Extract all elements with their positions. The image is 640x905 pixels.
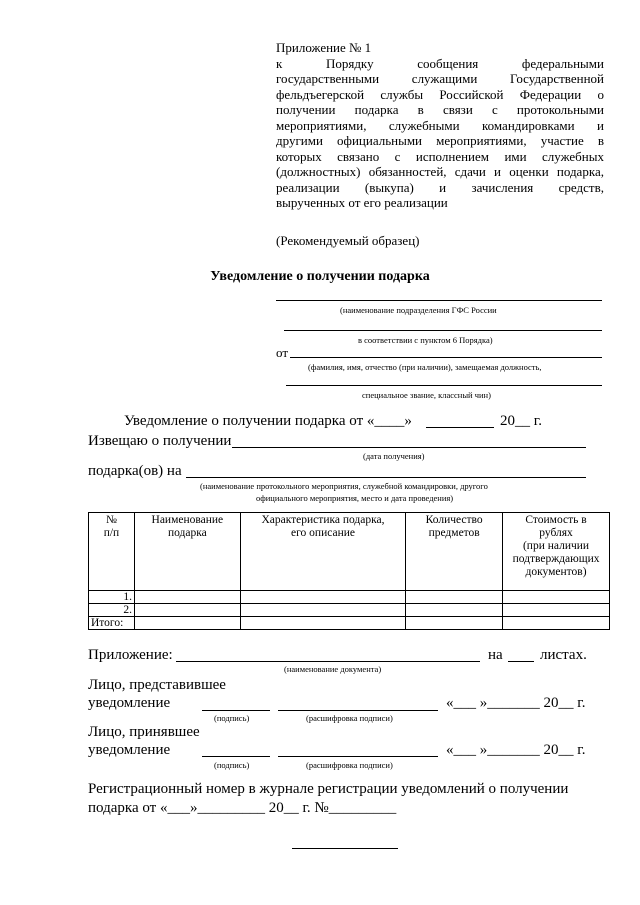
- appendix-word: и: [494, 164, 502, 179]
- submitter-signature-line[interactable]: [202, 710, 270, 711]
- appendix-line: [276, 180, 604, 196]
- receipt-date-line[interactable]: [232, 447, 586, 448]
- inform-label: Извещаю о получении: [88, 433, 232, 449]
- appendix-word: участие: [540, 133, 584, 148]
- appendix-word: мероприятиями,: [436, 133, 527, 148]
- table-cell[interactable]: [240, 591, 406, 604]
- appendix-word: федеральными: [521, 55, 604, 71]
- appendix-word: исполнением: [415, 148, 490, 164]
- table-cell[interactable]: [406, 591, 503, 604]
- appendix-word: государственными: [276, 71, 380, 86]
- appendix-word: в: [597, 133, 604, 148]
- appendix-word: зачисления: [471, 179, 534, 195]
- appendix-word: с: [491, 102, 498, 117]
- registration-line-1: Регистрационный номер в журнале регистрации уведомлений о получении: [88, 781, 569, 797]
- appendix-word: подарка: [354, 102, 399, 117]
- attachment-label: Приложение:: [88, 647, 173, 663]
- event-hint-2: официального мероприятия, место и дата проведения): [256, 493, 454, 503]
- table-row: [89, 591, 610, 604]
- footer-rule: [292, 848, 398, 849]
- table-cell[interactable]: [503, 591, 610, 604]
- submitter-sign-hint: (подпись): [214, 713, 250, 723]
- event-line[interactable]: [186, 477, 586, 478]
- appendix-word: служебными: [388, 117, 460, 133]
- table-cell[interactable]: [240, 604, 406, 617]
- registration-line-2: подарка от «___»_________ 20__ г. №_________: [88, 800, 397, 816]
- division-hint: (наименование подразделения ГФС России: [340, 305, 497, 315]
- receiver-sign-hint: (подпись): [214, 760, 250, 770]
- division-hint-2: в соответствии с пунктом 6 Порядка): [358, 335, 493, 345]
- appendix-line: [276, 195, 604, 211]
- appendix-word: другими: [276, 133, 323, 148]
- appendix-word: Порядку: [325, 55, 374, 71]
- attachment-sheets-line[interactable]: [508, 661, 534, 662]
- receiver-label-2: уведомление: [88, 742, 171, 758]
- submitter-label-2: уведомление: [88, 695, 171, 711]
- header-cost: Стоимость в рублях (при наличии подтверждающих документов): [503, 513, 610, 591]
- total-label: Итого:: [89, 617, 135, 630]
- appendix-line: [276, 149, 604, 165]
- appendix-word: командировками: [482, 117, 575, 133]
- receiver-decode-hint: (расшифровка подписи): [306, 760, 393, 770]
- header-quantity: Количество предметов: [406, 513, 503, 591]
- submitter-label-1: Лицо, представившее: [88, 677, 226, 693]
- receiver-label-1: Лицо, принявшее: [88, 724, 200, 740]
- receiver-date: «___ »_______ 20__ г.: [446, 742, 586, 758]
- from-line[interactable]: [290, 357, 602, 358]
- table-cell[interactable]: [134, 591, 240, 604]
- document-title: Уведомление о получении подарка: [210, 269, 430, 284]
- appendix-word: связи: [442, 102, 473, 117]
- appendix-word: служебных: [542, 148, 604, 164]
- table-row: [89, 604, 610, 617]
- appendix-word: Федерации: [519, 86, 582, 102]
- division-line: [276, 300, 602, 301]
- appendix-word: Государственной: [509, 71, 604, 86]
- table-cell[interactable]: [134, 617, 240, 630]
- rank-hint: специальное звание, классный чин): [362, 390, 491, 400]
- appendix-word: сдачи: [454, 164, 486, 179]
- appendix-word: (должностных): [276, 164, 361, 179]
- appendix-word: официальными: [337, 133, 423, 148]
- receiver-signature-line[interactable]: [202, 756, 270, 757]
- table-row-total: [89, 617, 610, 630]
- appendix-line: [276, 56, 604, 72]
- appendix-line: [276, 133, 604, 149]
- appendix-line: [276, 102, 604, 118]
- notice-line: Уведомление о получении подарка от «____»: [124, 413, 412, 429]
- appendix-word: о: [597, 86, 604, 102]
- appendix-word: получении: [276, 102, 336, 117]
- person-hint: (фамилия, имя, отчество (при наличии), замещаемая должность,: [308, 362, 542, 372]
- header-number: № п/п: [89, 513, 135, 591]
- header-name: Наименование подарка: [134, 513, 240, 591]
- row-number: 1.: [89, 591, 135, 604]
- table-cell[interactable]: [134, 604, 240, 617]
- receiver-decode-line[interactable]: [278, 756, 438, 757]
- notice-month-line[interactable]: [426, 427, 494, 428]
- appendix-word: и: [597, 117, 604, 133]
- gifts-label: подарка(ов) на: [88, 463, 182, 479]
- appendix-word: и: [439, 179, 447, 195]
- header-description: Характеристика подарка, его описание: [240, 513, 406, 591]
- gifts-table: [88, 512, 610, 630]
- submitter-date: «___ »_______ 20__ г.: [446, 695, 586, 711]
- appendix-line: [276, 71, 604, 87]
- receipt-date-hint: (дата получения): [363, 451, 425, 461]
- appendix-word: подарка,: [556, 164, 604, 179]
- sample-label: (Рекомендуемый образец): [276, 233, 420, 248]
- appendix-word: Приложение № 1: [276, 40, 372, 55]
- notice-year: 20__ г.: [500, 413, 542, 429]
- table-cell[interactable]: [406, 617, 503, 630]
- division-line-2: [284, 330, 602, 331]
- appendix-word: службы: [380, 86, 424, 102]
- attachment-on-label: на: [488, 647, 503, 663]
- appendix-word: сообщения: [417, 55, 479, 71]
- attachment-doc-line[interactable]: [176, 661, 480, 662]
- appendix-word: с: [394, 148, 401, 164]
- submitter-decode-line[interactable]: [278, 710, 438, 711]
- attachment-sheets-label: листах.: [540, 647, 587, 663]
- appendix-word: служащими: [411, 71, 478, 86]
- attachment-doc-hint: (наименование документа): [284, 664, 382, 674]
- submitter-decode-hint: (расшифровка подписи): [306, 713, 393, 723]
- table-cell[interactable]: [406, 604, 503, 617]
- appendix-line: [276, 164, 604, 180]
- appendix-word: связано: [337, 148, 380, 164]
- appendix-word: ими: [504, 148, 527, 164]
- appendix-word: (выкупа): [364, 179, 414, 195]
- table-header-row: [89, 513, 610, 591]
- appendix-word: оценки: [509, 164, 549, 179]
- appendix-word: вырученных от его реализации: [276, 195, 448, 210]
- appendix-word: к: [276, 55, 283, 71]
- appendix-word: обязанностей,: [368, 164, 447, 179]
- from-label: от: [276, 345, 289, 360]
- appendix-word: фельдъегерской: [276, 86, 365, 102]
- appendix-word: реализации: [276, 179, 340, 195]
- appendix-word: которых: [276, 148, 322, 164]
- appendix-word: средств,: [558, 179, 604, 195]
- event-hint-1: (наименование протокольного мероприятия, служебной командировки, другого: [200, 481, 488, 491]
- appendix-word: протокольными: [516, 102, 604, 117]
- appendix-word: в: [417, 102, 424, 117]
- appendix-header: [276, 40, 604, 211]
- row-number: 2.: [89, 604, 135, 617]
- table-cell[interactable]: [503, 604, 610, 617]
- rank-line[interactable]: [286, 385, 602, 386]
- appendix-line: [276, 40, 604, 56]
- appendix-word: Российской: [439, 86, 504, 102]
- table-cell[interactable]: [240, 617, 406, 630]
- appendix-word: мероприятиями,: [276, 117, 367, 133]
- table-cell[interactable]: [503, 617, 610, 630]
- appendix-line: [276, 87, 604, 103]
- appendix-line: [276, 118, 604, 134]
